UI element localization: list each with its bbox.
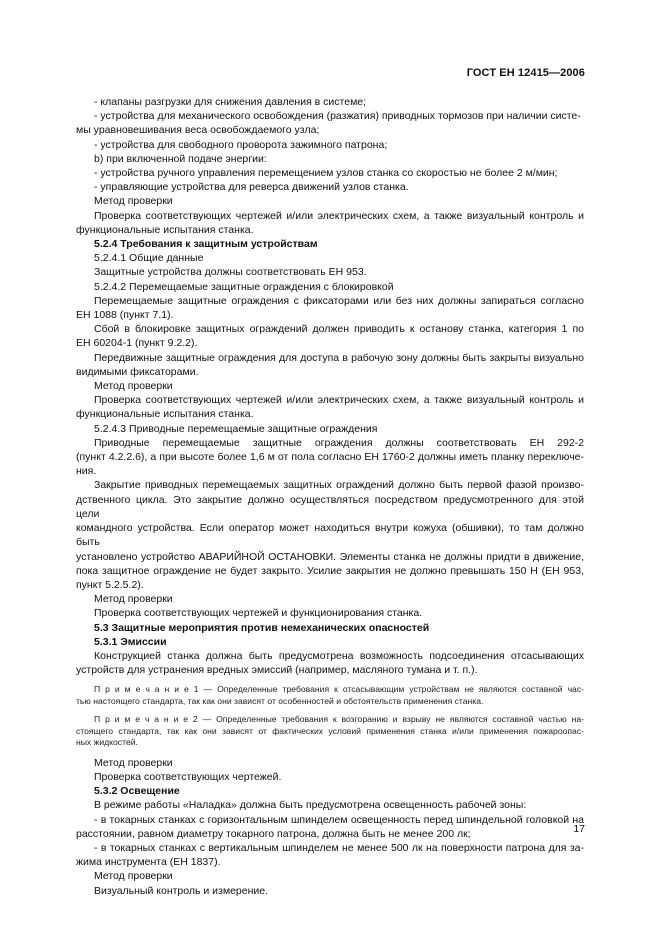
text-line: Защитные устройства должны соответствовать ЕН 953. xyxy=(94,266,367,279)
note-text: стоящего стандарта, так как они зависят от фактических условий применения станка и/или применения пожароопас- xyxy=(76,725,584,736)
document-body xyxy=(76,95,584,898)
text-line: ния. xyxy=(76,465,97,478)
text-line: устройств для устранения вредных эмиссий (например, масляного тумана и т. п.). xyxy=(76,664,478,677)
note-text: Определенные требования к отсасывающим устройствам не являются составной час- xyxy=(217,684,584,695)
text-line: видимыми фиксаторами. xyxy=(76,365,199,378)
note-text: Определенные требования к возгоранию и взрыву не являются составной частью на- xyxy=(216,714,584,725)
section-heading: 5.3 Защитные мероприятия против немеханических опасностей xyxy=(94,621,430,634)
text-line: (пункт 4.2.2.6), а при высоте более 1,6 м от пола согласно ЕН 1760-2 должны иметь планку переключе- xyxy=(76,451,584,464)
text-line: жима инструмента (ЕН 1837). xyxy=(76,856,221,869)
text-line: мы уравновешивания веса освобождаемого узла; xyxy=(76,124,320,137)
text-line: - клапаны разгрузки для снижения давления в системе; xyxy=(94,96,367,108)
text-line: Сбой в блокировке защитных ограждений должен приводить к останову станка, категория 1 по xyxy=(94,323,584,336)
text-line: - устройства ручного управления перемещением узлов станка со скоростью не более 2 м/мин; xyxy=(94,167,558,180)
text-line: установлено устройство АВАРИЙНОЙ ОСТАНОВКИ. Элементы станка не должны придти в движение, xyxy=(76,550,584,563)
text-line: ЕН 60204-1 (пункт 9.2.2). xyxy=(76,337,198,350)
text-line: Визуальный контроль и измерение. xyxy=(94,884,269,897)
text-line: - в токарных станках с вертикальным шпинделем не менее 500 лк на поверхности патрона для за- xyxy=(94,842,584,855)
text-line: командного устройства. Если оператор может находиться внутри кожуха (обшивки), то там должно быть xyxy=(76,522,584,549)
text-line: В режиме работы «Наладка» должна быть предусмотрена освещенность рабочей зоны: xyxy=(94,799,527,812)
section-heading: 5.3.2 Освещение xyxy=(94,785,180,798)
text-line: - в токарных станках с горизонтальным шпинделем освещенность перед шпиндельной головкой на xyxy=(94,813,584,826)
note-block xyxy=(76,684,584,707)
text-line: Проверка соответствующих чертежей и функционирования станка. xyxy=(94,607,423,620)
text-line: Передвижные защитные ограждения для доступа в рабочую зону должны быть закрыты визуально xyxy=(94,351,584,364)
section-heading: 5.3.1 Эмиссии xyxy=(94,635,167,648)
note-text: тью настоящего стандарта, так как они зависят от особенностей и обстоятельств применения станка. xyxy=(76,695,484,706)
text-line: Конструкцией станка должна быть предусмотрена возможность подсоединения отсасывающих xyxy=(94,649,584,662)
text-line: Метод проверки xyxy=(94,756,173,769)
text-line: Проверка соответствующих чертежей. xyxy=(94,771,282,784)
text-line: Метод проверки xyxy=(94,870,173,883)
text-line: дственного цикла. Это закрытие должно осуществляться посредством предусмотренного для этой цели xyxy=(76,493,584,520)
note-label: П р и м е ч а н и е 1 — xyxy=(94,684,213,695)
text-line: Проверка соответствующих чертежей и/или электрических схем, а также визуальный контроль и xyxy=(94,394,584,407)
section-heading: 5.2.4 Требования к защитным устройствам xyxy=(94,238,318,251)
text-line: ЕН 1088 (пункт 7.1). xyxy=(76,309,174,322)
text-line: функциональные испытания станка. xyxy=(76,408,254,421)
text-line: Метод проверки xyxy=(94,195,173,208)
text-line: пункт 5.2.5.2). xyxy=(76,578,144,591)
note-label: П р и м е ч а н и е 2 — xyxy=(94,714,212,725)
text-line: - устройства для свободного проворота зажимного патрона; xyxy=(94,138,388,151)
text-line: 5.2.4.3 Приводные перемещаемые защитные ограждения xyxy=(94,422,378,435)
text-line: 5.2.4.1 Общие данные xyxy=(94,252,204,265)
text-line: функциональные испытания станка. xyxy=(76,223,254,236)
text-line: Метод проверки xyxy=(94,593,173,606)
text-line: Проверка соответствующих чертежей и/или электрических схем, а также визуальный контроль и xyxy=(94,209,584,222)
text-line: 5.2.4.2 Перемещаемые защитные ограждения с блокировкой xyxy=(94,280,394,293)
text-line: Приводные перемещаемые защитные ограждения должны соответствовать ЕН 292-2 xyxy=(94,436,584,449)
note-block xyxy=(76,714,584,749)
text-line: Закрытие приводных перемещаемых защитных ограждений должно быть первой фазой произво- xyxy=(94,479,584,492)
text-line: - управляющие устройства для реверса движений узлов станка. xyxy=(94,181,409,194)
page-number: 17 xyxy=(573,823,585,835)
text-line: - устройства для механического освобождения (разжатия) приводных тормозов при наличии систе- xyxy=(94,110,581,123)
text-line: b) при включенной подаче энергии: xyxy=(94,152,267,165)
note-text: ных жидкостей. xyxy=(76,737,138,748)
text-line: Метод проверки xyxy=(94,380,173,393)
text-line: Перемещаемые защитные ограждения с фиксаторами или без них должны запираться согласно xyxy=(94,294,584,307)
document-code-header: ГОСТ ЕН 12415—2006 xyxy=(466,67,585,79)
text-line: пока защитное ограждение не будет закрыто. Усилие закрытия не должно превышать 150 Н (ЕН 953, xyxy=(76,564,584,577)
text-line: расстоянии, равном диаметру токарного патрона, должна быть не менее 200 лк; xyxy=(76,827,471,840)
